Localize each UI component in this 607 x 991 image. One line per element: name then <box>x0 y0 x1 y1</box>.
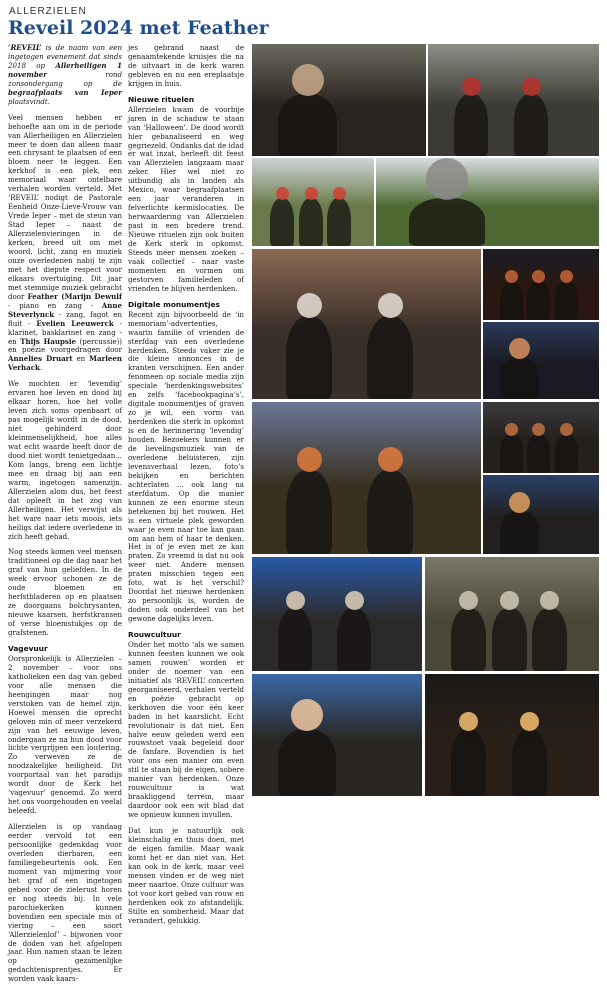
person-figure <box>299 198 323 246</box>
person-figure <box>337 608 371 671</box>
photo-background <box>483 322 599 364</box>
paragraph: We mochten er ‘levendig’ ervaren hoe leven en dood bij elkaar horen, hoe het volle leven zich soms openbaart of pas mogelijk wordt in de dood, niet gehinderd door kleinmenselijkheid, hoe alles wat echt waarde heeft door de dood niet wordt tenietgedaan... Kom langs, breng een lichtje mee en draag bij aan een warm, ingetogen samenzijn. Allerzielen alom dus, het feest dat opleeft in het zog van Allerheiligen. Het verwijst als het ware naar iets moois, iets heiligs dat iedere overledene in zich heeft gehad. <box>8 379 122 541</box>
person-figure <box>367 316 413 399</box>
person-head <box>509 492 530 513</box>
paragraph: jes gebrand naast de genaamtekende kruisjes die na de uitvaart in de kerk waren gebleven en nu een ereplaatsje krijgen in huis. <box>128 43 244 88</box>
person-head <box>426 158 468 200</box>
person-head <box>297 293 322 318</box>
person-head <box>459 591 478 610</box>
paragraph: Veel mensen hebben er behoefte aan om in de periode van Allerheiligen en Allerzielen meer te doen dan alleen maar een chrysant te plaatsen of een bloem neer te leggen. Een kerkhof is een plek, een memoriaal waar ontelbare verhalen worden verteld. Met ‘REVEIL’ nodigt de Pastorale Eenheid Onze-Lieve-Vrouw van Vrede Ieper – met de steun van Stad Ieper – naast de Allerzielenvieringen in de kerken, breed uit om met woord, licht, zang en muziek onze overledenen nabij te zijn met het diepste respect voor elkaars overtuiging. Dit jaar met stemmige muziek gebracht door Feather (Marijn Dewulf - piano en zang - Anne Steverlynck - zang, fagot en fluit - Evelien Leeuwerck - klarinet, basklarinet en zang - en Thijs Haupsie (percussie)) en poëzie voorgedragen door Annelies Druart en Marleen Verhack. <box>8 112 123 373</box>
paragraph: Onder het motto ‘als we samen kunnen feesten kunnen we ook samen rouwen’ worden er onder de noemer van een initiatief als ‘REVEIL’ concerten georganiseerd, verhalen verteld en poëzie gebracht op kerkhoven die voor één keer baden in het kaarslicht. Echt revolutionair is dat niet. Een halve eeuw geleden werd een rouwstoet vaak begeleid door de fanfare. Bovendien is het voor ons een manier om even stil te staan bij de eigen, sobere manier van herdenken. Onze rouwcultuur is wat braakliggend terrein, maar daardoor ook een wit blad dat we opnieuw kunnen invullen. <box>128 640 244 820</box>
photo-clarinet-player <box>483 402 599 473</box>
subheading-digitale-monumentjes: Digitale monumentjes <box>128 299 220 309</box>
person-figure <box>278 729 336 796</box>
photo-audience-seated <box>425 557 599 671</box>
person-head <box>462 77 481 96</box>
person-figure <box>451 729 486 796</box>
photo-crowd-cemetery <box>428 44 599 156</box>
person-head <box>505 423 518 436</box>
photo-woman-reading <box>252 557 422 671</box>
person-figure <box>278 94 337 156</box>
paragraph: Oorspronkelijk is Allerzielen – 2 november – voor ons katholieken een dag van gebed voor alle mensen die heengingen maar nog verstoken van de hemel zijn. Hoewel mensen die oprecht geloven min of meer verzekerd zijn van het eeuwige leven, ondergaan ze na hun dood voor lichte vergrijpen een loutering. Zo verweven ze de noodzakelijke heiligheid. Dit voorportaal van het paradijs wordt door de Kerk het ‘vagevuur’ genoemd. Zo werd het ons voorgehouden en veelal beleefd. <box>8 653 122 816</box>
photo-man-glasses-reading <box>252 674 422 796</box>
photo-background <box>483 475 599 518</box>
person-head <box>505 270 518 283</box>
photo-cemetery-path <box>252 158 374 246</box>
person-head <box>560 423 573 436</box>
person-figure <box>500 511 539 554</box>
person-figure <box>500 357 539 399</box>
person-head <box>276 187 289 200</box>
paragraph: Recent zijn bijvoorbeeld de ‘in memoriam’-advertenties, waarin familie of vrienden de sterfdag van een overledene herdenken. Steeds vaker zie je die kleine annonces in de kranten verschijnen. Een ander fenomeen op sociale media zijn speciale ‘herdenkingswebsites’ en zelfs ‘facebookpagina’s’, digitale monumentjes of graven zo je wil, een vorm van herdenken die sterk in opkomst is en de herinnering ‘levendig’ houden. Bezoekers kunnen er de lievelingsmuziek van de overledene beluisteren, zijn levensverhaal lezen, foto’s bekijken en berichten achterlaten ... ook lang na sterfdatum. Op die manier kunnen ze een enorme steun betekenen bij het rouwen. Het is een virtuele plek geworden waar je even naar toe kan gaan om aan hem of haar te denken. Het is of je even met ze kan praten. Zo vreemd is dat nu ook weer niet. Andere mensen praten misschien tegen een foto, wat is het verschil? Doordat het nieuwe herdenken zo persoonlijk is, worden de doden ook onderdeel van het gewone dagelijks leven. <box>128 309 244 624</box>
photo-background <box>252 44 426 106</box>
photo-background <box>376 158 599 206</box>
person-figure <box>527 281 550 320</box>
person-figure <box>367 470 413 554</box>
person-figure <box>286 470 332 554</box>
person-head <box>333 187 346 200</box>
person-head <box>345 591 364 610</box>
person-figure <box>532 608 567 671</box>
article-column-2 <box>128 44 244 933</box>
person-head <box>291 699 323 731</box>
person-figure <box>492 608 527 671</box>
person-head <box>540 591 559 610</box>
person-figure <box>451 608 486 671</box>
person-head <box>532 270 545 283</box>
person-figure <box>409 198 485 246</box>
photo-background <box>252 402 481 486</box>
person-head <box>509 338 530 359</box>
subheading-nieuwe-rituelen: Nieuwe rituelen <box>128 94 195 104</box>
person-figure <box>500 281 523 320</box>
person-head <box>459 712 478 731</box>
person-figure <box>270 198 294 246</box>
person-figure <box>286 316 332 399</box>
paragraph: Dat kun je natuurlijk ook kleinschalig en thuis doen, met de eigen familie. Maar waak komt het er dan niet van. Het kan ook in de kerk, maar veel mensen vinden er de weg niet meer naartoe. Onze cultuur was tot voor kort gebed van rouw en herdenken ook zo afstandelijk. Stilte en somberheid. Maar dat verandert, gelukkig. <box>128 826 244 925</box>
photo-candles-children <box>425 674 599 796</box>
photo-cemetery-graves <box>376 158 599 246</box>
headline: Reveil 2024 met Feather <box>8 17 269 39</box>
person-head <box>522 77 541 96</box>
person-head <box>500 591 519 610</box>
person-figure <box>512 729 547 796</box>
photo-stage-evening <box>252 402 481 554</box>
subheading-rouwcultuur: Rouwcultuur <box>128 630 181 640</box>
photo-background <box>425 674 599 741</box>
intro-paragraph: ‘REVEIL’ is de naam van een ingetogen evenement dat sinds 2018 op Allerheiligen 1 november rond zonsondergang op de begraafplaats van Ieper plaatsvindt. <box>8 43 122 106</box>
section-label: ALLERZIELEN <box>9 6 87 17</box>
person-head <box>560 270 573 283</box>
photo-readers-brick-wall <box>252 249 481 399</box>
subheading-vagevuur: Vagevuur <box>8 644 48 653</box>
person-head <box>520 712 539 731</box>
photo-background <box>428 44 599 106</box>
photo-drummer <box>483 475 599 554</box>
person-figure <box>555 281 578 320</box>
person-head <box>286 591 305 610</box>
person-figure <box>454 94 488 156</box>
person-figure <box>514 94 548 156</box>
photo-background <box>252 249 481 332</box>
person-figure <box>500 434 523 473</box>
article-column-1 <box>8 44 122 991</box>
photo-bassoon-player <box>483 322 599 399</box>
person-head <box>378 293 403 318</box>
paragraph: Allerzielen kwam de voorbije jaren in de schaduw te staan van ‘Halloween’. De dood wordt hier gebanaliseerd en weg gegriezeld. Ondanks dat de idad er wat inzat, herleeft dit feest van Allerzielen langzaam maar zeker. Hier wel niet zo uitbundig als in landen als Mexico, waar begraafplaatsen een jaar veranderen in felverlichte kermislocaties. De herwaardering van Allerzielen past in een bredere trend. Nieuwe rituelen zijn ook buiten de Kerk sterk in opkomst. Steeds meer mensen zoeken – vaak collectief – naar vaste momenten en vormen om gestorven familieleden of vrienden te blijven herdenken. <box>128 104 244 293</box>
person-figure <box>278 608 312 671</box>
paragraph: Allerzielen is op vandaag eerder vervold tot een persoonlijke gedenkdag voor overleden dierbaren, een familiegebeurtenis ook. Een moment van mijmering voor het graf of een ingetogen gebed voor de zielerust horen er nog steeds bij. In vele parochiekerken kunnen bovendien een speciale mis of viering – een soort ‘Allerzielenlof’ – bijwonen voor de doden van het afgelopen jaar. Hun namen staan te lezen op gezamenlijke gedachtenisprentjes. Er worden vaak kaars- <box>8 822 122 984</box>
person-head <box>378 447 403 472</box>
person-head <box>297 447 322 472</box>
photo-background <box>252 557 422 620</box>
photo-speaker-microphone <box>252 44 426 156</box>
person-head <box>305 187 318 200</box>
person-head <box>532 423 545 436</box>
person-head <box>292 64 324 96</box>
photo-background <box>252 674 422 741</box>
photo-singer-night <box>483 249 599 320</box>
person-figure <box>527 434 550 473</box>
person-figure <box>555 434 578 473</box>
paragraph: Nog steeds komen veel mensen traditioneel op die dag naar het graf van hun geliefden. In de week ervoor schonen ze de oude bloemen en herfstbladeren op en plaatsen ze doorgaans bolchrysanten, nieuwe kaarsen, herfstkransen of verse bloemstukjes op de grafstenen. <box>8 547 122 638</box>
person-figure <box>327 198 351 246</box>
